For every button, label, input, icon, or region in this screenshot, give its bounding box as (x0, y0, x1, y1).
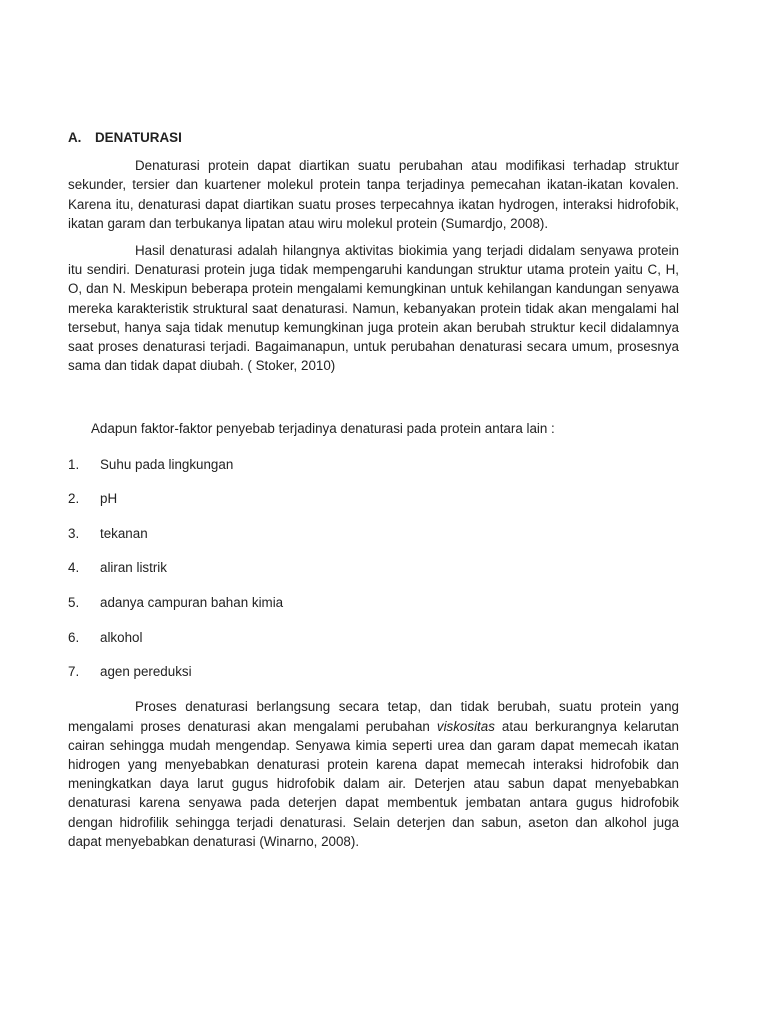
list-item (68, 662, 679, 681)
list-item-text: agen pereduksi (100, 664, 192, 680)
list-item (68, 593, 679, 612)
italic-term: viskositas (436, 718, 495, 734)
list-item (68, 455, 679, 474)
section-heading (68, 128, 679, 147)
factors-list (68, 455, 679, 682)
list-item (68, 524, 679, 543)
factors-intro: Adapun faktor-faktor penyebab terjadinya denaturasi pada protein antara lain : (91, 421, 555, 437)
paragraph-result: Hasil denaturasi adalah hilangnya aktivitas biokimia yang terjadi didalam senyawa protein itu sendiri. Denaturasi protein juga tidak mempengaruhi kandungan struktur utama protein yaitu C, H, O, dan N. Meskipun beberapa protein mengalami kemungkinan untuk kehilangan kandungan senyawa mereka karakteristik struktural saat denaturasi. Namun, kebanyakan protein tidak akan mengalami hal tersebut, hanya saja tidak menutup kemungkinan juga protein akan berubah struktur kecil didalamnya saat proses denaturasi terjadi. Bagaimanapun, untuk perubahan denaturasi secara umum, prosesnya sama dan tidak dapat diubah. ( Stoker, 2010) (68, 243, 679, 374)
list-item-text: adanya campuran bahan kimia (100, 594, 284, 610)
list-item-text: tekanan (100, 525, 148, 541)
section-letter: A. (68, 130, 82, 145)
paragraph-process (68, 697, 679, 851)
section-title: DENATURASI (95, 130, 182, 145)
list-item (68, 628, 679, 647)
list-item-text: Suhu pada lingkungan (100, 456, 234, 472)
list-item (68, 489, 679, 508)
list-item-number: 5. (68, 594, 80, 610)
list-item-number: 6. (68, 629, 80, 645)
list-item (68, 558, 679, 577)
paragraph-process-start: Proses denaturasi berlangsung secara tetap, dan tidak berubah, suatu protein yang mengalami proses denaturasi akan mengalami perubahan (68, 699, 679, 734)
document-body (68, 128, 679, 859)
list-item-number: 2. (68, 491, 80, 507)
list-item-text: pH (100, 491, 118, 507)
list-item-number: 7. (68, 664, 80, 680)
list-item-text: aliran listrik (100, 560, 167, 576)
paragraph-definition: Denaturasi protein dapat diartikan suatu perubahan atau modifikasi terhadap struktur sekunder, tersier dan kuartener molekul protein tanpa terjadinya pemecahan ikatan-ikatan kovalen. Karena itu, denaturasi dapat diartikan suatu proses terpecahnya ikatan hydrogen, interaksi hidrofobik, ikatan garam dan terbukanya lipatan atau wiru molekul protein (Sumardjo, 2008). (68, 158, 679, 231)
list-item-text: alkohol (100, 629, 143, 645)
list-item-number: 4. (68, 560, 80, 576)
list-item-number: 3. (68, 525, 80, 541)
list-item-number: 1. (68, 456, 80, 472)
paragraph-process-end: atau berkurangnya kelarutan cairan sehingga mudah mengendap. Senyawa kimia seperti urea dan garam dapat memecah ikatan hidrogen yang menyebabkan denaturasi protein karena dapat memecah interaksi hidrofobik dan meningkatkan daya larut gugus hidrofobik dalam air. Deterjen atau sabun dapat menyebabkan denaturasi karena senyawa pada deterjen dapat membentuk jembatan antara gugus hidrofobik dengan hidrofilik sehingga terjadi denaturasi. Selain deterjen dan sabun, aseton dan alkohol juga dapat menyebabkan denaturasi (Winarno, 2008). (68, 718, 679, 849)
